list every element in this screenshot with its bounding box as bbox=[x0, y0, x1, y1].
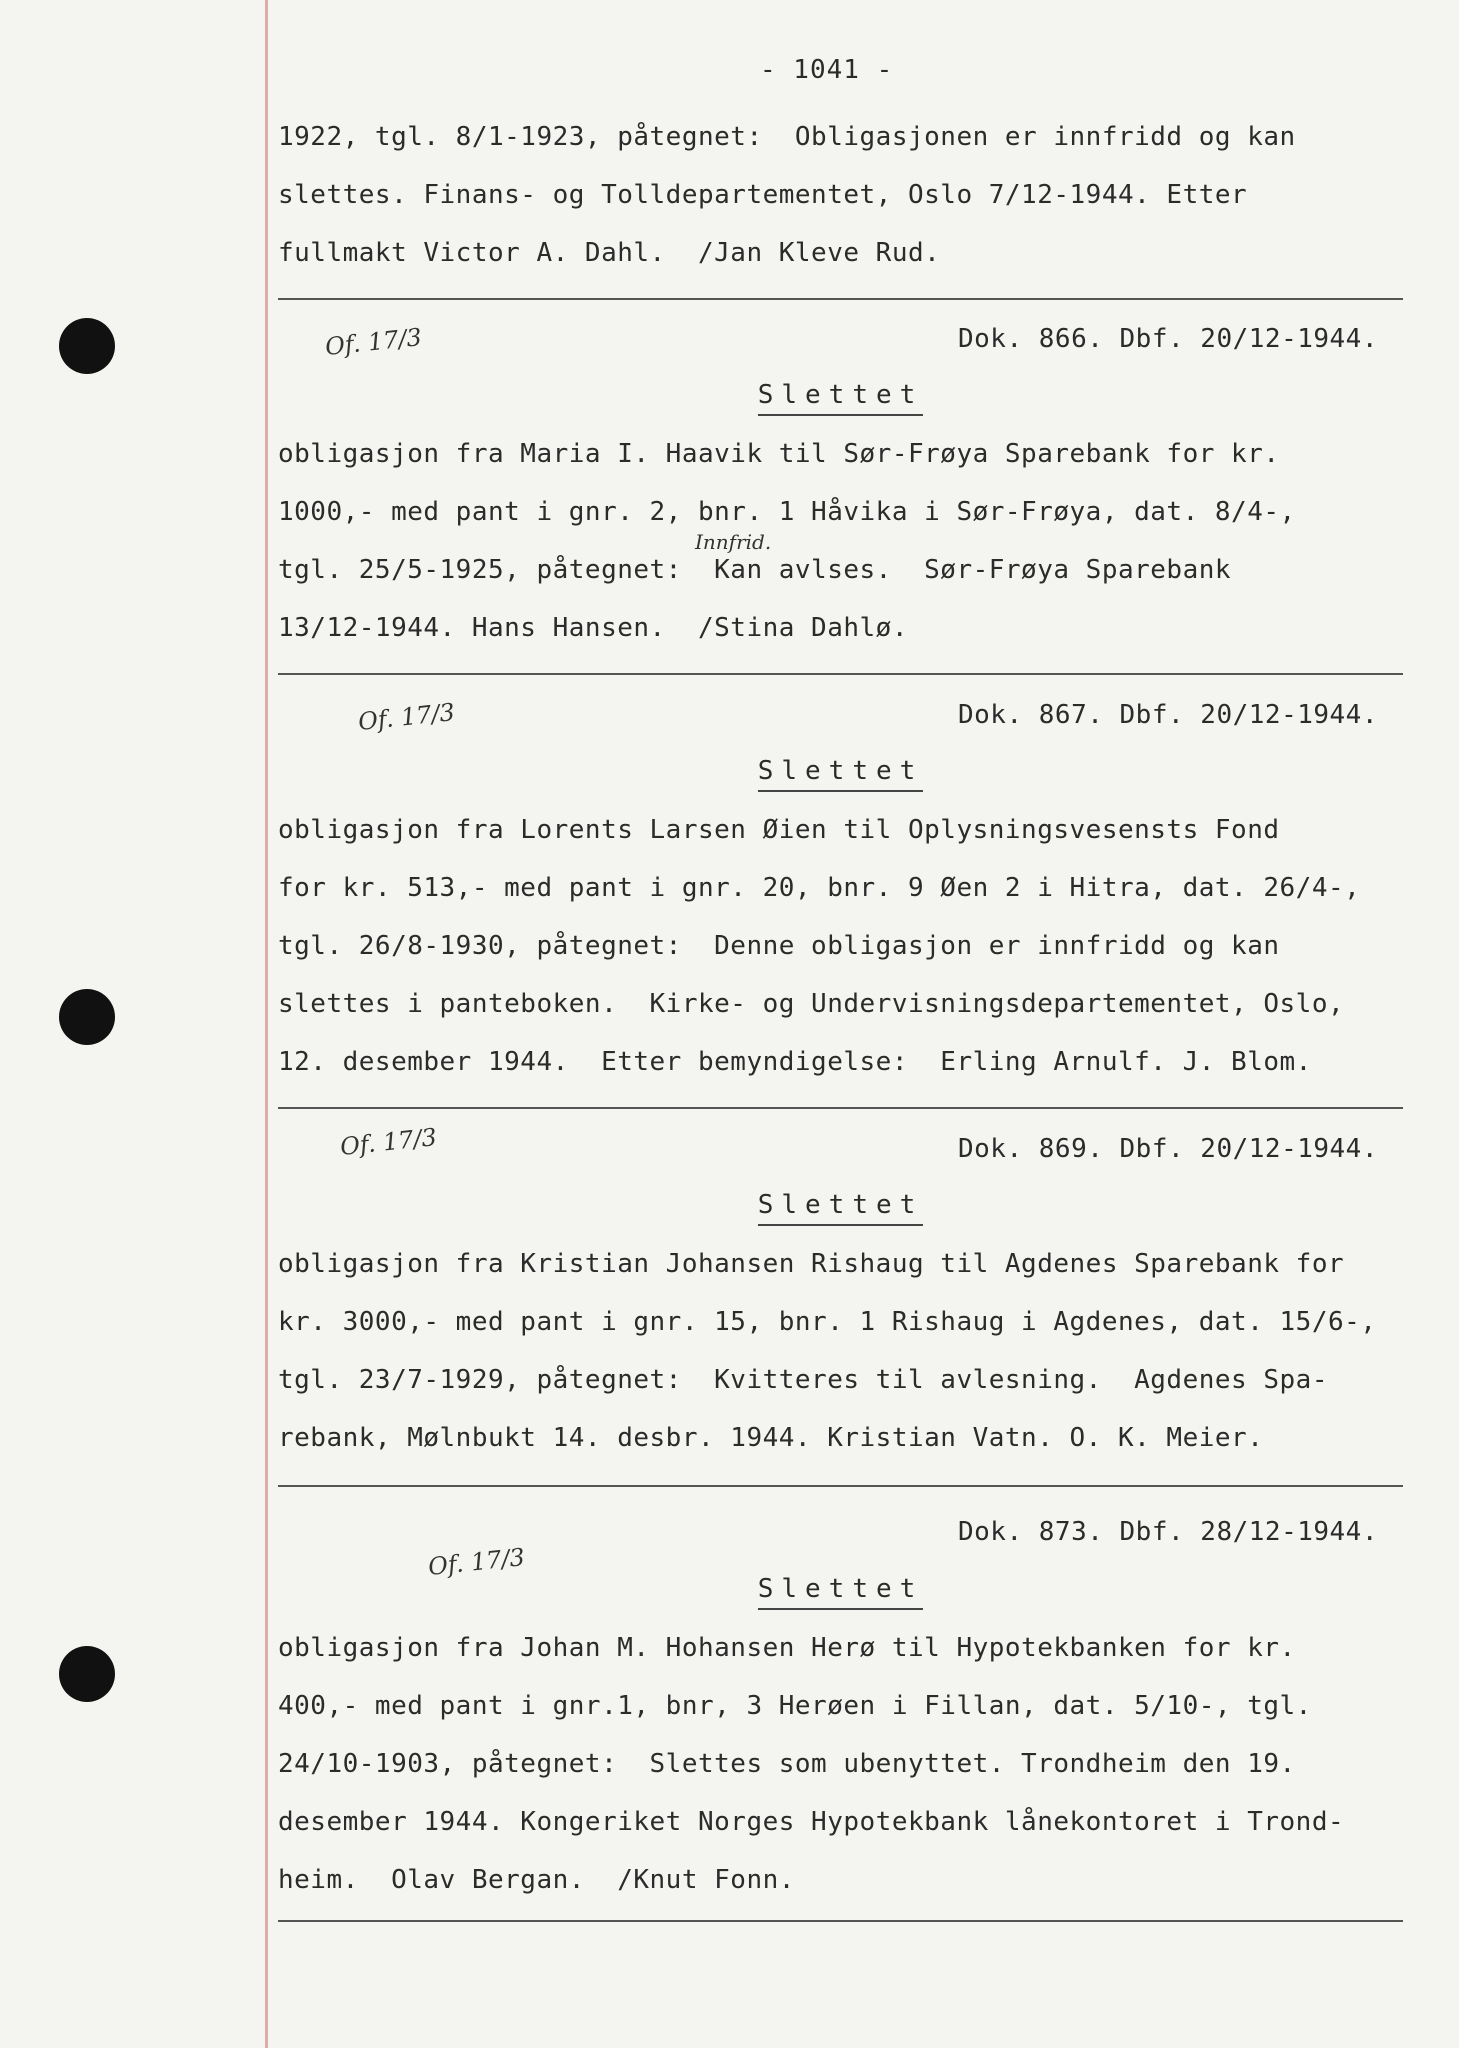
handwritten-insert: Innfrid. bbox=[695, 530, 772, 554]
entry-heading: Slettet bbox=[278, 380, 1403, 410]
entry-line: slettes i panteboken. Kirke- og Undervisningsdepartementet, Oslo, bbox=[278, 989, 1345, 1019]
entry-line: obligasjon fra Johan M. Hohansen Herø til Hypotekbanken for kr. bbox=[278, 1633, 1296, 1663]
entry-line: obligasjon fra Maria I. Haavik til Sør-Frøya Sparebank for kr. bbox=[278, 439, 1280, 469]
page-number: - 1041 - bbox=[760, 55, 894, 85]
dok-reference: Dok. 867. Dbf. 20/12-1944. bbox=[958, 700, 1378, 730]
entry-line: for kr. 513,- med pant i gnr. 20, bnr. 9 Øen 2 i Hitra, dat. 26/4-, bbox=[278, 873, 1361, 903]
dok-reference: Dok. 873. Dbf. 28/12-1944. bbox=[958, 1517, 1378, 1547]
divider bbox=[278, 1485, 1403, 1487]
divider bbox=[278, 673, 1403, 675]
entry-heading: Slettet bbox=[278, 756, 1403, 786]
entry-line: tgl. 26/8-1930, påtegnet: Denne obligasjon er innfridd og kan bbox=[278, 931, 1280, 961]
margin-annotation: Of. 17/3 bbox=[356, 698, 457, 736]
dok-reference: Dok. 866. Dbf. 20/12-1944. bbox=[958, 324, 1378, 354]
punch-hole bbox=[59, 1646, 115, 1702]
margin-annotation: Of. 17/3 bbox=[338, 1123, 439, 1161]
intro-line: fullmakt Victor A. Dahl. /Jan Kleve Rud. bbox=[278, 238, 941, 268]
dok-reference: Dok. 869. Dbf. 20/12-1944. bbox=[958, 1134, 1378, 1164]
entry-line: 1000,- med pant i gnr. 2, bnr. 1 Håvika i Sør-Frøya, dat. 8/4-, bbox=[278, 497, 1296, 527]
entry-line: obligasjon fra Kristian Johansen Rishaug til Agdenes Sparebank for bbox=[278, 1249, 1345, 1279]
intro-line: slettes. Finans- og Tolldepartementet, Oslo 7/12-1944. Etter bbox=[278, 180, 1248, 210]
entry-line: 400,- med pant i gnr.1, bnr, 3 Herøen i Fillan, dat. 5/10-, tgl. bbox=[278, 1691, 1312, 1721]
entry-line: 13/12-1944. Hans Hansen. /Stina Dahlø. bbox=[278, 613, 908, 643]
entry-line: 12. desember 1944. Etter bemyndigelse: Erling Arnulf. J. Blom. bbox=[278, 1047, 1312, 1077]
margin-annotation: Of. 17/3 bbox=[323, 323, 424, 361]
entry-line: tgl. 25/5-1925, påtegnet: Kan avlses. Sør-Frøya Sparebank bbox=[278, 555, 1232, 585]
entry-heading: Slettet bbox=[278, 1190, 1403, 1220]
margin-annotation: Of. 17/3 bbox=[426, 1543, 527, 1581]
margin-line bbox=[265, 0, 268, 2048]
entry-heading: Slettet bbox=[278, 1574, 1403, 1604]
divider bbox=[278, 1107, 1403, 1109]
punch-hole bbox=[59, 318, 115, 374]
divider bbox=[278, 1920, 1403, 1922]
entry-line: tgl. 23/7-1929, påtegnet: Kvitteres til avlesning. Agdenes Spa- bbox=[278, 1365, 1328, 1395]
entry-line: kr. 3000,- med pant i gnr. 15, bnr. 1 Rishaug i Agdenes, dat. 15/6-, bbox=[278, 1307, 1377, 1337]
punch-hole bbox=[59, 989, 115, 1045]
entry-line: rebank, Mølnbukt 14. desbr. 1944. Kristian Vatn. O. K. Meier. bbox=[278, 1423, 1264, 1453]
entry-line: heim. Olav Bergan. /Knut Fonn. bbox=[278, 1865, 795, 1895]
entry-line: 24/10-1903, påtegnet: Slettes som ubenyttet. Trondheim den 19. bbox=[278, 1749, 1296, 1779]
intro-line: 1922, tgl. 8/1-1923, påtegnet: Obligasjonen er innfridd og kan bbox=[278, 122, 1296, 152]
entry-line: desember 1944. Kongeriket Norges Hypotekbank lånekontoret i Trond- bbox=[278, 1807, 1345, 1837]
entry-line: obligasjon fra Lorents Larsen Øien til Oplysningsvesensts Fond bbox=[278, 815, 1280, 845]
divider bbox=[278, 298, 1403, 300]
